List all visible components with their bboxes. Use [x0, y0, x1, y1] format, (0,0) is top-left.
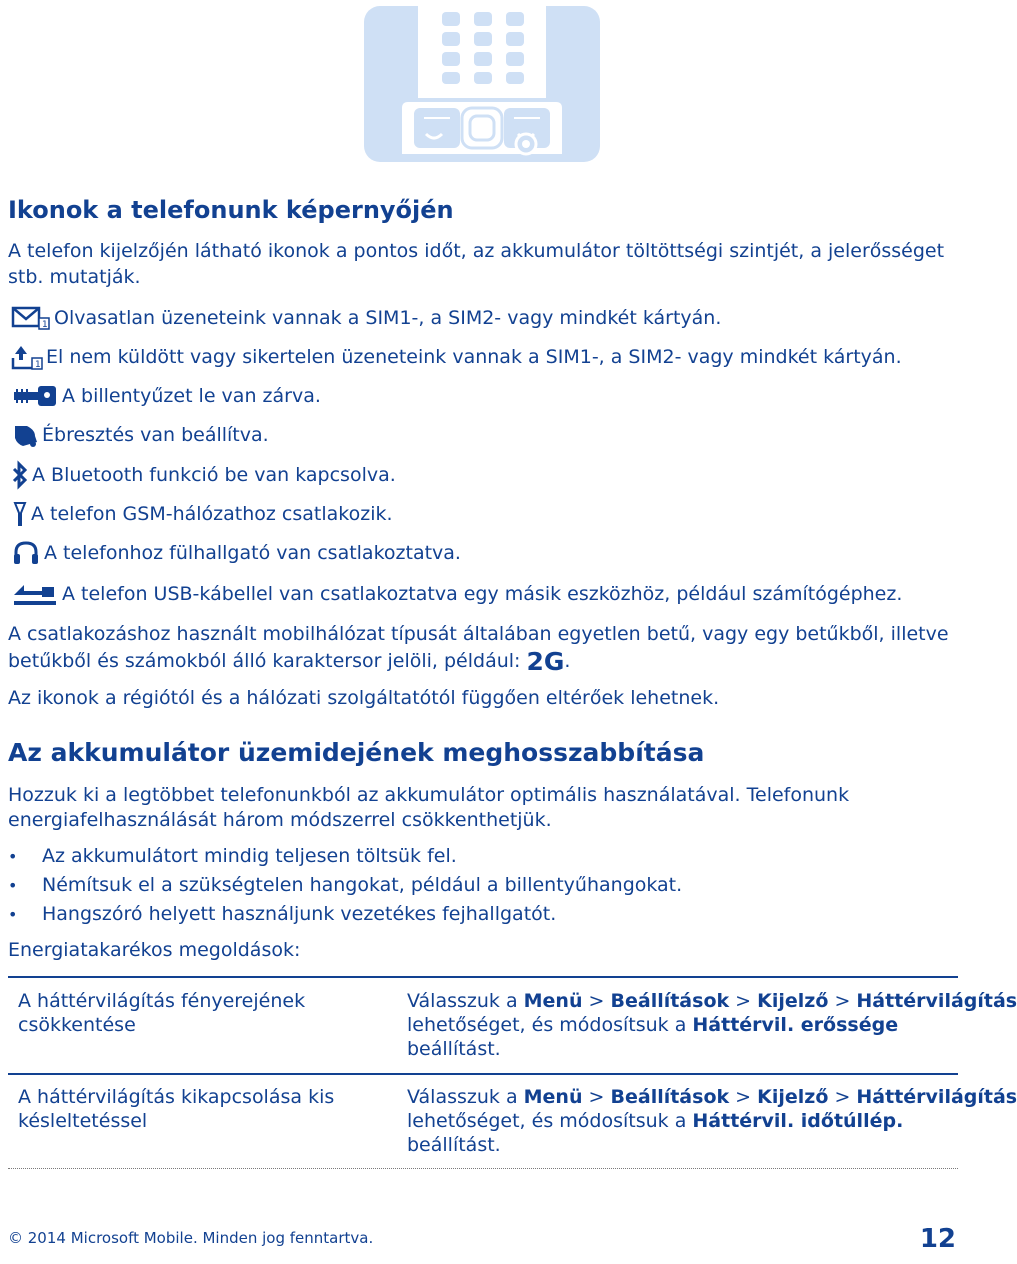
icon-row-alarm — [8, 421, 269, 449]
icon-row-bluetooth — [8, 461, 396, 489]
icon-row-headset — [8, 539, 461, 567]
section-heading-battery: Az akkumulátor üzemidejének meghosszabbítása — [8, 738, 705, 767]
bullet-mark: • — [8, 846, 18, 866]
icon-row-text: A telefon USB-kábellel van csatlakoztatva egy másik eszközhöz, például számítógéphez. — [62, 583, 903, 605]
headset-icon — [8, 540, 44, 566]
unread-message-sim1-icon — [8, 306, 54, 330]
bullet-mark: • — [8, 875, 18, 895]
gsm-antenna-icon — [8, 501, 31, 527]
table-row-rule — [8, 1073, 958, 1075]
table-row-2-left — [18, 1085, 368, 1133]
list-item — [8, 901, 556, 927]
menu-path-display: Kijelző — [757, 1086, 829, 1108]
table-cell-text: A háttérvilágítás kikapcsolása kis — [18, 1086, 335, 1108]
menu-path-backlight: Háttérvilágítás — [856, 1086, 1017, 1108]
keypad-lock-icon — [8, 384, 62, 408]
menu-path-sep: > — [582, 1086, 611, 1108]
alarm-bell-icon — [8, 422, 42, 448]
menu-path-backlight: Háttérvilágítás — [856, 990, 1017, 1012]
menu-path-menu: Menü — [523, 990, 583, 1012]
icon-row-text: A telefonhoz fülhallgató van csatlakoztatva. — [44, 542, 461, 564]
table-cell-text: A háttérvilágítás fényerejének — [18, 990, 306, 1012]
list-item-text: Némítsuk el a szükségtelen hangokat, például a billentyűhangokat. — [42, 874, 683, 896]
table-cell-line: beállítást. — [407, 1134, 501, 1156]
table-cell-text: csökkentése — [18, 1014, 136, 1036]
icon-row-gsm — [8, 500, 393, 528]
list-item — [8, 843, 457, 869]
icon-row-unread-message — [8, 304, 721, 332]
table-cell-line — [407, 1013, 957, 1037]
intro-paragraph: A telefon kijelzőjén látható ikonok a pontos időt, az akkumulátor töltöttségi szintjét, a jelerősséget stb. mutatják. — [8, 240, 945, 288]
menu-path-display: Kijelző — [757, 990, 829, 1012]
select-prefix: Válasszuk a — [407, 990, 524, 1012]
option-prefix: lehetőséget, és módosítsuk a — [407, 1110, 693, 1132]
energy-saving-label: Energiatakarékos megoldások: — [8, 939, 301, 961]
option-prefix: lehetőséget, és módosítsuk a — [407, 1014, 693, 1036]
icon-row-text: El nem küldött vagy sikertelen üzeneteink vannak a SIM1-, a SIM2- vagy mindkét kártyán. — [46, 346, 902, 368]
menu-path-sep: > — [729, 990, 758, 1012]
icon-row-unsent-message — [8, 343, 902, 371]
table-cell-text: késleltetéssel — [18, 1110, 148, 1132]
select-prefix: Válasszuk a — [407, 1086, 524, 1108]
network-type-text: A csatlakozáshoz használt mobilhálózat típusát általában egyetlen betű, vagy egy betűkből, illetve betűkből és számokból álló karaktersor jelöli, például: — [8, 623, 949, 672]
table-cell-line — [407, 1085, 1017, 1109]
menu-path-sep: > — [729, 1086, 758, 1108]
table-bottom-rule — [8, 1168, 958, 1169]
menu-path-settings: Beállítások — [610, 990, 730, 1012]
table-top-rule — [8, 976, 958, 978]
page-number: 12 — [919, 1224, 956, 1254]
unsent-message-sim1-icon — [8, 344, 46, 370]
list-item-text: Az akkumulátort mindig teljesen töltsük fel. — [42, 845, 457, 867]
table-row-2-right — [407, 1085, 1017, 1157]
menu-path-sep: > — [828, 990, 857, 1012]
option-name: Háttérvil. időtúllép. — [692, 1110, 904, 1132]
menu-path-settings: Beállítások — [610, 1086, 730, 1108]
table-cell-line — [407, 1109, 957, 1133]
icon-row-text: A Bluetooth funkció be van kapcsolva. — [32, 464, 396, 486]
list-item-text: Hangszóró helyett használjunk vezetékes fejhallgatót. — [42, 903, 557, 925]
bullet-mark: • — [8, 904, 18, 924]
bluetooth-icon — [8, 462, 32, 488]
table-cell-line — [407, 989, 1017, 1013]
usb-connection-icon — [8, 581, 62, 607]
battery-intro-paragraph: Hozzuk ki a legtöbbet telefonunkból az akkumulátor optimális használatával. Telefonunk energiafelhasználását három módszerrel csökkenthetjük. — [8, 784, 850, 831]
menu-path-menu: Menü — [523, 1086, 583, 1108]
footer-copyright: © 2014 Microsoft Mobile. Minden jog fenntartva. — [8, 1229, 374, 1247]
icon-row-usb — [8, 580, 902, 608]
svg-text:1: 1 — [35, 360, 41, 370]
network-type-paragraph — [8, 621, 958, 675]
icon-row-text: Ébresztés van beállítva. — [42, 424, 269, 446]
icon-row-keypad-lock — [8, 382, 321, 410]
option-name: Háttérvil. erőssége — [692, 1014, 899, 1036]
section-heading-icons: Ikonok a telefonunk képernyőjén — [8, 196, 454, 224]
list-item — [8, 872, 682, 898]
menu-path-sep: > — [582, 990, 611, 1012]
network-type-end: . — [564, 650, 571, 672]
network-2g-icon: 2G — [526, 647, 565, 676]
icon-row-text: A billentyűzet le van zárva. — [62, 385, 321, 407]
icon-row-text: A telefon GSM-hálózathoz csatlakozik. — [31, 503, 393, 525]
table-cell-line: beállítást. — [407, 1038, 501, 1060]
table-row-1-right — [407, 989, 1017, 1061]
region-note-paragraph: Az ikonok a régiótól és a hálózati szolgáltatótól függően eltérőek lehetnek. — [8, 687, 720, 709]
icon-row-text: Olvasatlan üzeneteink vannak a SIM1-, a SIM2- vagy mindkét kártyán. — [54, 307, 722, 329]
menu-path-sep: > — [828, 1086, 857, 1108]
table-row-1-left — [18, 989, 368, 1037]
phone-illustration — [362, 4, 604, 164]
svg-text:1: 1 — [42, 320, 48, 330]
